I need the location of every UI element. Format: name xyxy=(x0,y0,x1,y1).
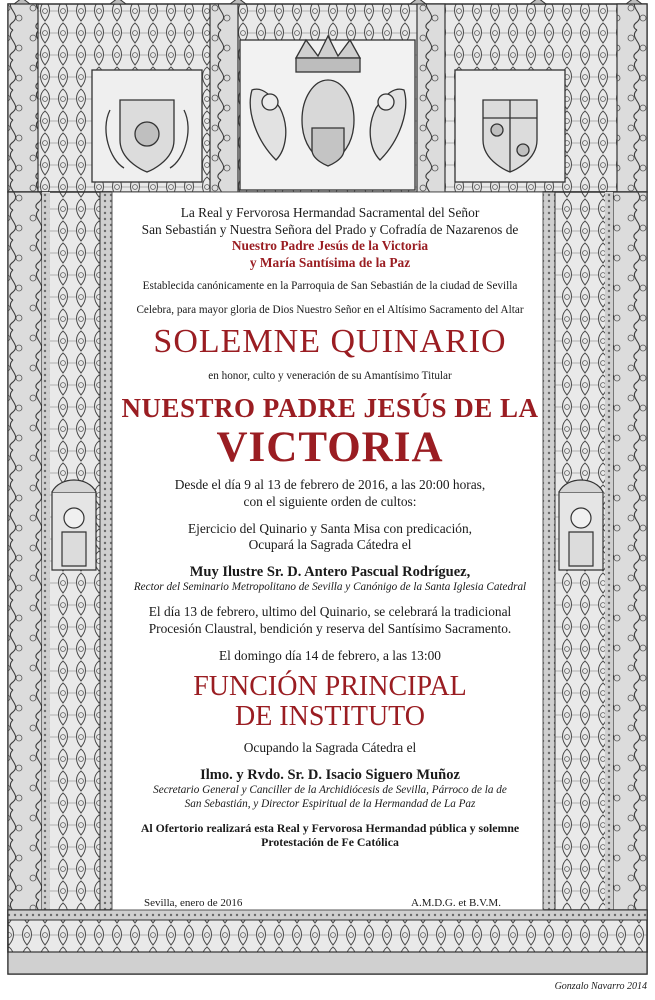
header-line-4: y María Santísima de la Paz xyxy=(249,254,411,270)
announcement-text xyxy=(115,205,545,849)
occupying-text: Ocupando la Sagrada Cátedra el xyxy=(243,740,417,756)
titular-line-2: VICTORIA xyxy=(216,424,444,472)
function-title-line-1: FUNCIÓN PRINCIPAL xyxy=(193,671,467,703)
titular-line-1: NUESTRO PADRE JESÚS DE LA xyxy=(121,393,539,424)
preacher-1-role: Rector del Seminario Metropolitano de Sevilla y Canónigo de la Santa Iglesia Catedral xyxy=(133,581,527,594)
solemne-quinario-title: SOLEMNE QUINARIO xyxy=(153,323,507,361)
header-line-3: Nuestro Padre Jesús de la Victoria xyxy=(231,238,429,254)
preacher-1-name: Muy Ilustre Sr. D. Antero Pascual Rodríguez, xyxy=(189,563,471,580)
header-line-2: San Sebastián y Nuestra Señora del Prado y Cofradía de Nazarenos de xyxy=(141,221,519,237)
artist-signature: Gonzalo Navarro 2014 xyxy=(554,981,647,992)
preacher-2-role-2: San Sebastián, y Director Espiritual de la Hermandad de La Paz xyxy=(184,798,476,811)
exercise-line-1: Ejercicio del Quinario y Santa Misa con predicación, xyxy=(187,520,473,536)
dates-line-2: con el siguiente orden de cultos: xyxy=(243,493,417,509)
celebrates-text: Celebra, para mayor gloria de Dios Nuestro Señor en el Altísimo Sacramento del Altar xyxy=(136,304,524,317)
preacher-2-role-1: Secretario General y Canciller de la Archidiócesis de Sevilla, Párroco de la de xyxy=(153,784,507,797)
procession-line-1: El día 13 de febrero, ultimo del Quinario, se celebrará la tradicional xyxy=(148,604,512,620)
sunday-text: El domingo día 14 de febrero, a las 13:00 xyxy=(218,647,441,663)
place-date: Sevilla, enero de 2016 xyxy=(144,897,243,909)
function-title-line-2: DE INSTITUTO xyxy=(234,701,425,733)
header-line-1: La Real y Fervorosa Hermandad Sacramental del Señor xyxy=(180,205,480,220)
procession-line-2: Procesión Claustral, bendición y reserva del Santísimo Sacramento. xyxy=(148,620,512,636)
preacher-2-name: Ilmo. y Rvdo. Sr. D. Isacio Siguero Muñoz xyxy=(200,766,460,783)
dates-line-1: Desde el día 9 al 13 de febrero de 2016, a las 20:00 horas, xyxy=(174,477,486,493)
offertory-line-1: Al Ofertorio realizará esta Real y Fervorosa Hermandad pública y solemne xyxy=(140,821,520,836)
honor-text: en honor, culto y veneración de su Amantísimo Titular xyxy=(208,370,452,383)
motto: A.M.D.G. et B.V.M. xyxy=(411,897,501,909)
established-text: Establecida canónicamente en la Parroquia de San Sebastián de la ciudad de Sevilla xyxy=(142,280,518,293)
exercise-line-2: Ocupará la Sagrada Cátedra el xyxy=(248,537,412,553)
offertory-line-2: Protestación de Fe Católica xyxy=(261,835,399,850)
